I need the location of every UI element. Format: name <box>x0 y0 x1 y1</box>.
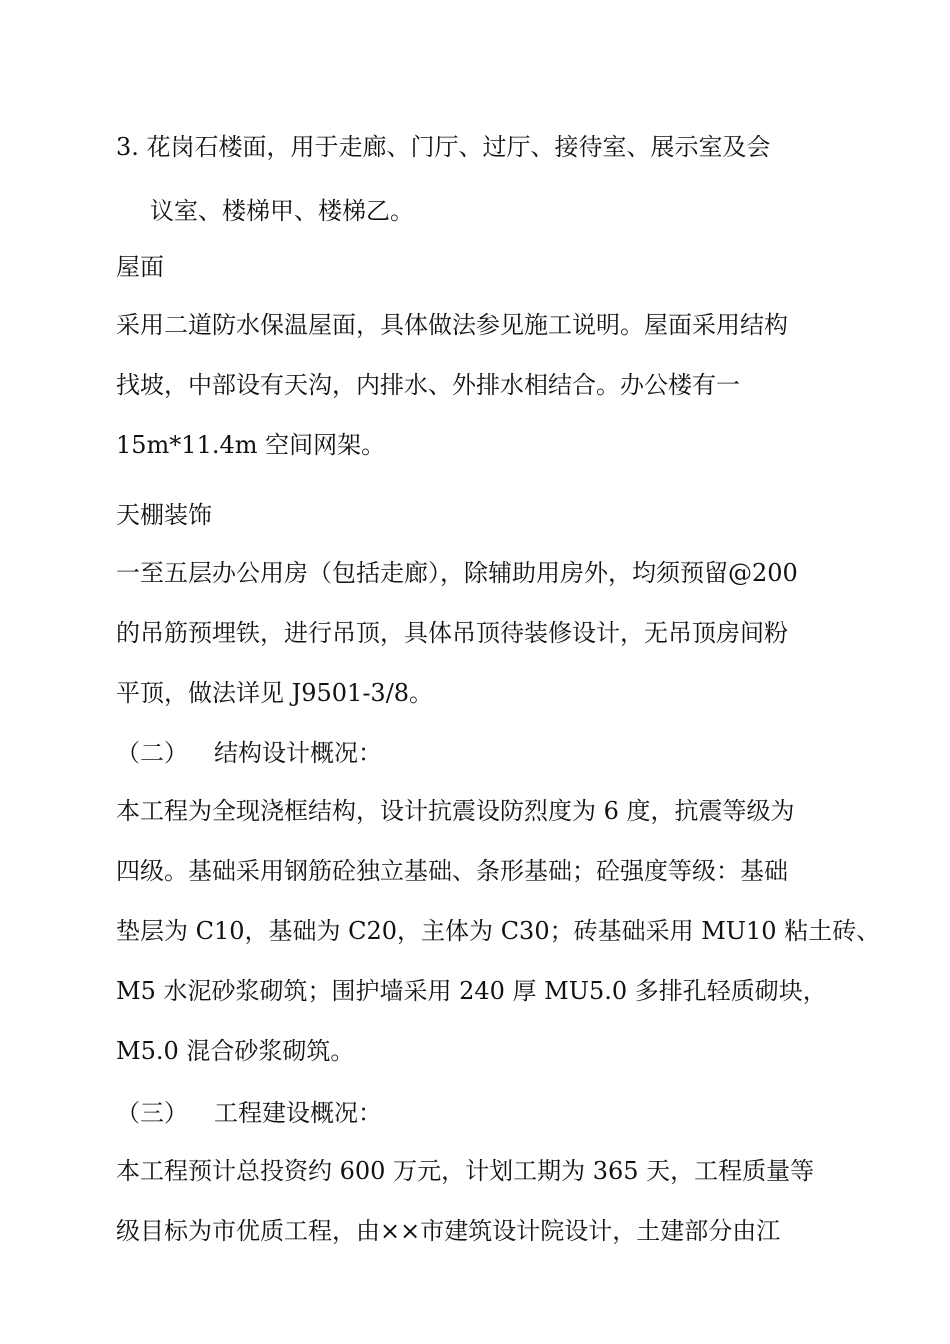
paragraph-line: 四级。基础采用钢筋砼独立基础、条形基础；砼强度等级：基础 <box>116 857 788 885</box>
section-title: 工程建设概况： <box>214 1099 382 1127</box>
paragraph-line: M5.0 混合砂浆砌筑。 <box>116 1037 355 1065</box>
paragraph-line: 级目标为市优质工程，由××市建筑设计院设计，土建部分由江 <box>116 1217 781 1245</box>
section-heading-construction <box>116 1098 382 1128</box>
section-title: 结构设计概况： <box>214 739 382 767</box>
subsection-heading-roof: 屋面 <box>116 253 164 281</box>
paragraph-line: 一至五层办公用房（包括走廊），除辅助用房外，均须预留@200 <box>116 559 798 587</box>
paragraph-line: 采用二道防水保温屋面，具体做法参见施工说明。屋面采用结构 <box>116 311 788 339</box>
section-number: （三） <box>116 1099 188 1127</box>
subsection-heading-ceiling: 天棚装饰 <box>116 501 212 529</box>
section-heading-structure <box>116 738 382 768</box>
paragraph-line: 平顶，做法详见 J9501-3/8。 <box>116 679 434 707</box>
paragraph-line: 找坡，中部设有天沟，内排水、外排水相结合。办公楼有一 <box>116 371 740 399</box>
paragraph-line: 的吊筋预埋铁，进行吊顶，具体吊顶待装修设计，无吊顶房间粉 <box>116 619 788 647</box>
paragraph-line: 议室、楼梯甲、楼梯乙。 <box>150 197 414 225</box>
paragraph-line: 3. 花岗石楼面，用于走廊、门厅、过厅、接待室、展示室及会 <box>116 133 771 161</box>
paragraph-line: M5 水泥砂浆砌筑；围护墙采用 240 厚 MU5.0 多排孔轻质砌块， <box>116 977 827 1005</box>
paragraph-line: 本工程为全现浇框结构，设计抗震设防烈度为 6 度，抗震等级为 <box>116 797 795 825</box>
paragraph-line: 本工程预计总投资约 600 万元，计划工期为 365 天，工程质量等 <box>116 1157 815 1185</box>
paragraph-line: 垫层为 C10，基础为 C20，主体为 C30；砖基础采用 MU10 粘土砖、 <box>116 917 881 945</box>
paragraph-line: 15m*11.4m 空间网架。 <box>116 431 386 459</box>
section-number: （二） <box>116 739 188 767</box>
